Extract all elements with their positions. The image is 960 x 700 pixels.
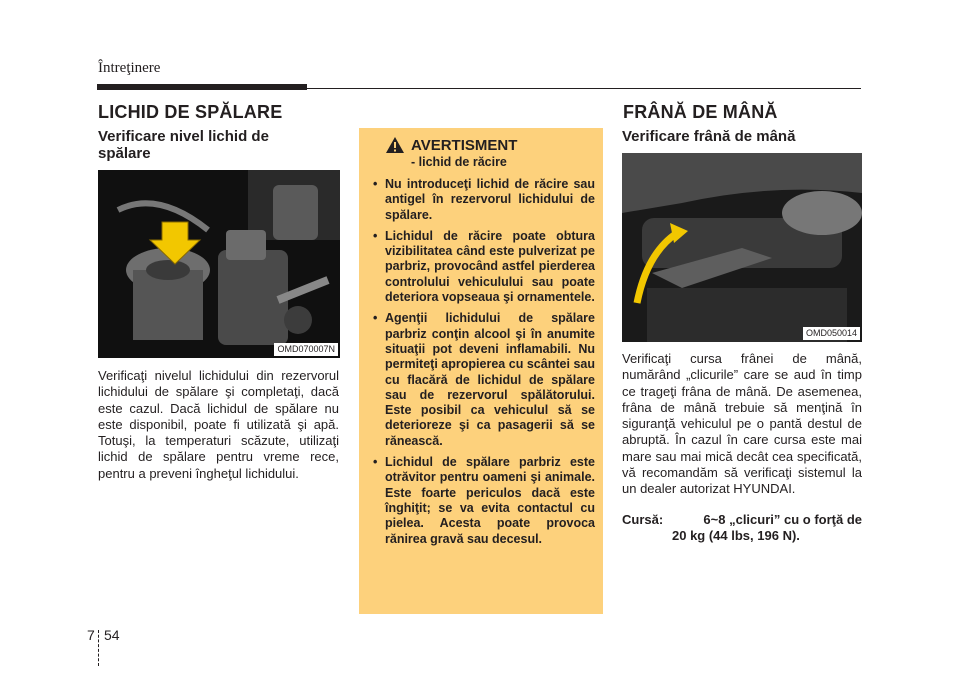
image-code: OMD050014 — [803, 327, 860, 340]
warning-item — [373, 229, 595, 305]
parking-brake-subtitle: Verificare frână de mână — [622, 128, 796, 145]
page-number: 54 — [104, 627, 120, 643]
bullet-icon: • — [373, 311, 378, 326]
washer-fluid-paragraph: Verificaţi nivelul lichidului din rezervorul lichidului de spălare şi completaţi, dacă este cazul. Dacă lichidul de spălare nu este disponibil, poate fi utilizată şi apă. Totuşi, la temperaturi scăzute, utilizaţi lichid de spălare pentru vreme rece, pentru a preveni îngheţul lichidului. — [98, 368, 339, 481]
footer-divider — [98, 630, 99, 666]
chapter-number: 7 — [87, 627, 95, 643]
parking-brake-spec — [622, 512, 862, 545]
parking-brake-illustration — [622, 153, 862, 342]
bullet-icon: • — [373, 455, 378, 470]
washer-fluid-title: LICHID DE SPĂLARE — [98, 102, 283, 122]
warning-header — [385, 136, 595, 154]
spec-value: 6~8 „clicuri” cu o forţă de — [703, 512, 862, 527]
warning-item — [373, 177, 595, 223]
parking-brake-photo — [622, 153, 862, 342]
washer-fluid-subtitle — [98, 128, 269, 162]
spec-value-2: 20 kg (44 lbs, 196 N). — [672, 528, 800, 544]
parking-brake-title: FRÂNĂ DE MÂNĂ — [623, 102, 778, 122]
spec-line-1 — [622, 512, 862, 528]
warning-triangle-icon — [385, 136, 405, 154]
warning-item — [373, 455, 595, 547]
warning-dash: - — [411, 155, 416, 169]
spec-label: Cursă: — [622, 512, 664, 527]
warning-box — [359, 128, 603, 614]
warning-subtitle — [411, 155, 595, 169]
bullet-icon: • — [373, 177, 378, 191]
header-bar — [97, 84, 307, 90]
warning-list — [373, 177, 595, 547]
warning-item-text: Nu introduceţi lichid de răcire sau antigel în rezervorul lichidului de spălare. — [385, 177, 595, 222]
section-header: Întreţinere — [98, 60, 161, 76]
warning-item-text: Lichidul de răcire poate obtura vizibilitatea când este pulverizat pe parbriz, provocând astfel pierderea controlului vehiculului sau poate deteriora vopseaua şi ornamentele. — [385, 228, 595, 305]
warning-item — [373, 311, 595, 449]
washer-reservoir-photo — [98, 170, 340, 358]
parking-brake-paragraph: Verificaţi cursa frânei de mână, numărând „clicurile” care se aud în timp ce trageţi frâna de mână. De asemenea, frâna de mână trebuie să menţină în siguranţă vehiculul pe o pantă destul de abruptă. În cazul în care cursa este mai mare sau mai mică decât cea specificată, vă recomandăm să verificaţi sistemul la un dealer autorizat HYUNDAI. — [622, 351, 862, 497]
subtitle-line-2: spălare — [98, 145, 151, 162]
subtitle-line-1: Verificare nivel lichid de — [98, 128, 269, 145]
engine-bay-illustration — [98, 170, 340, 358]
warning-item-text: Lichidul de spălare parbriz este otrăvitor pentru oameni şi animale. Este foarte periculos dacă este înghiţit; se va evita contactul cu pielea. Acesta poate provoca rănirea gravă sau decesul. — [385, 455, 595, 546]
warning-title: AVERTISMENT — [411, 136, 518, 154]
header-rule — [307, 88, 861, 89]
bullet-icon: • — [373, 228, 378, 243]
warning-subtitle-text: lichid de răcire — [418, 155, 507, 169]
warning-item-text: Agenţii lichidului de spălare parbriz conţin alcool şi în anumite situaţii pot deveni inflamabili. Nu permiteţi apropierea cu scântei sau cu flacără de lichidul de spălare sau de rezervorul spălătorului. Este posibil ca vehiculul să se deterioreze şi ca pasagerii să se rănească. — [385, 311, 595, 448]
image-code: OMD070007N — [274, 343, 338, 356]
